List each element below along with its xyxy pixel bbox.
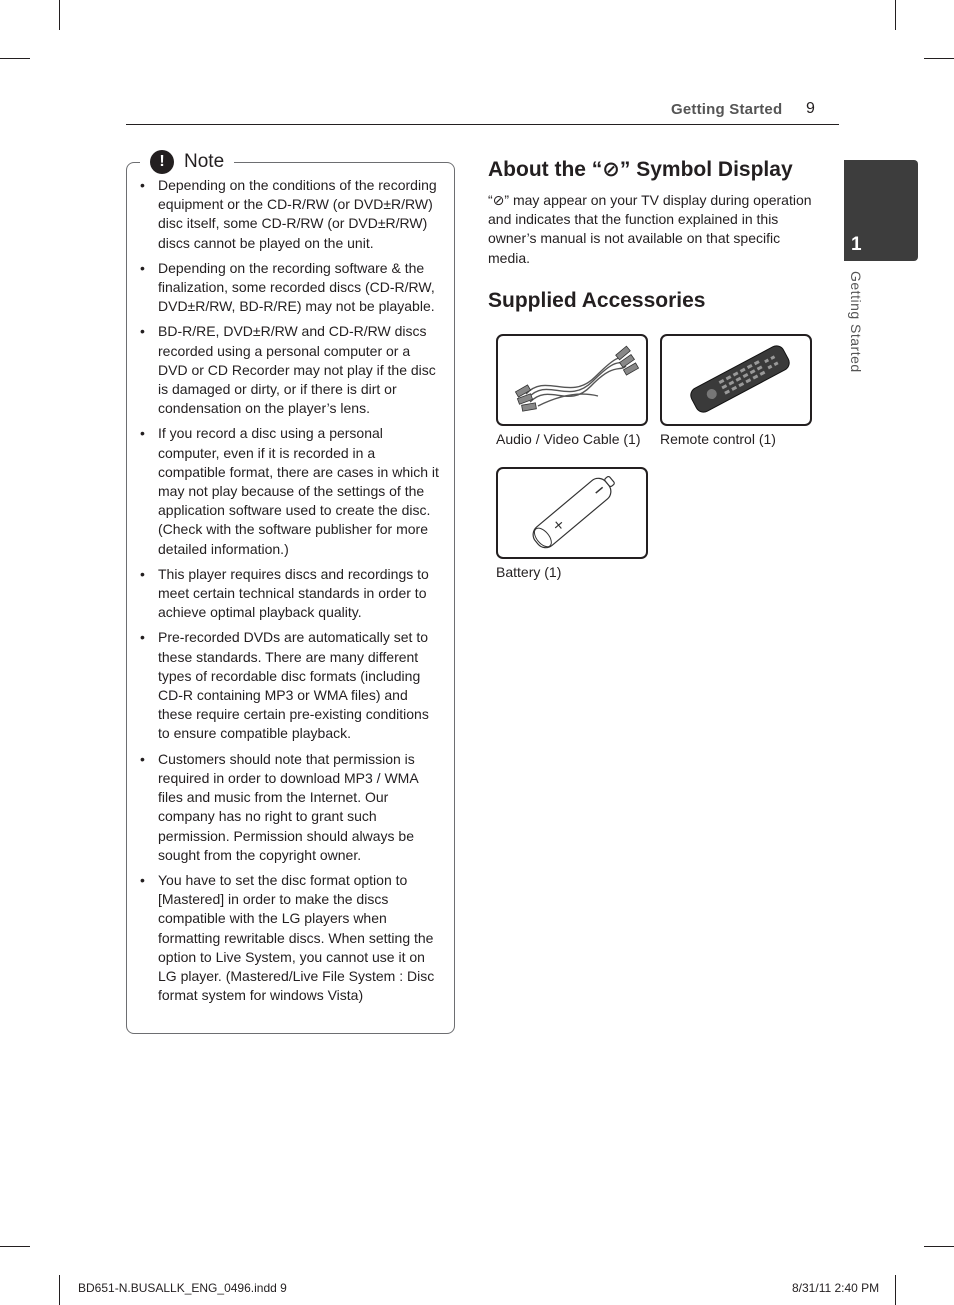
remote-control-caption: Remote control (1) — [660, 431, 776, 447]
chapter-number: 1 — [851, 234, 862, 255]
remote-control-icon — [662, 336, 810, 424]
note-item: • You have to set the disc format option to [Mastered] in order to make the discs compatible with the LG players when formatting rewritable discs. When setting the option to Live System, you cannot use it on LG player. (Mastered/Live File System : Disc format system for windows Vista) — [140, 871, 440, 1005]
exclamation-icon: ! — [150, 150, 174, 174]
about-symbol-text: “⊘” may appear on your TV display during operation and indicates that the function explained in this owner’s manual is not available on that specific media. — [488, 192, 812, 266]
note-item: • Depending on the conditions of the recording equipment or the CD-R/RW (or DVD±R/RW) disc itself, some CD-R/RW (or DVD±R/RW) discs cannot be played on the unit. — [140, 176, 440, 253]
remote-control-frame — [660, 334, 812, 426]
crop-mark — [59, 1275, 60, 1305]
crop-mark — [0, 1246, 30, 1247]
about-symbol-heading: About the “⊘” Symbol Display — [488, 158, 793, 181]
crop-mark — [924, 58, 954, 59]
running-header-title: Getting Started — [671, 101, 783, 118]
av-cable-frame — [496, 334, 648, 426]
note-item: • If you record a disc using a personal computer, even if it is recorded in a compatible format, there are cases in which it may not play because of the settings of the application software used to create the disc. (Check with the software publisher for more detailed information.) — [140, 424, 440, 558]
note-item: • This player requires discs and recordings to meet certain technical standards in order to achieve optimal playback quality. — [140, 565, 440, 623]
crop-mark — [895, 1275, 896, 1305]
battery-icon — [498, 469, 646, 557]
battery-caption: Battery (1) — [496, 564, 562, 580]
footer-filename: BD651-N.BUSALLK_ENG_0496.indd 9 — [78, 1281, 287, 1295]
note-item: • Pre-recorded DVDs are automatically set to these standards. There are many different types of recordable disc formats (including CD-R containing MP3 or WMA files) and these require certain pre-existing conditions to ensure compatible playback. — [140, 628, 440, 743]
note-item: • Customers should note that permission is required in order to download MP3 / WMA files and music from the Internet. Our company has no right to grant such permission. Permission should always be sought from the copyright owner. — [140, 750, 440, 865]
note-item: • Depending on the recording software & the finalization, some recorded discs (CD-R/RW, DVD±R/RW, BD-R/RE) may not be playable. — [140, 259, 440, 317]
crop-mark — [924, 1246, 954, 1247]
chapter-tab-label: Getting Started — [848, 271, 864, 373]
crop-mark — [59, 0, 60, 30]
note-item: • BD-R/RE, DVD±R/RW and CD-R/RW discs recorded using a personal computer or a DVD or CD Recorder may not play if the disc is damaged or dirty, or if there is dirt or condensation on the player’s lens. — [140, 322, 440, 418]
note-list — [140, 176, 440, 1011]
battery-frame — [496, 467, 648, 559]
note-heading — [140, 148, 234, 176]
svg-text:+: + — [549, 515, 569, 536]
accessories-heading: Supplied Accessories — [488, 289, 706, 312]
header-rule — [126, 124, 839, 125]
crop-mark — [895, 0, 896, 30]
av-cable-caption: Audio / Video Cable (1) — [496, 431, 641, 447]
page-number: 9 — [806, 100, 815, 117]
av-cable-icon — [498, 336, 646, 424]
footer-timestamp: 8/31/11 2:40 PM — [792, 1281, 880, 1295]
note-label: Note — [184, 151, 225, 172]
crop-mark — [0, 58, 30, 59]
